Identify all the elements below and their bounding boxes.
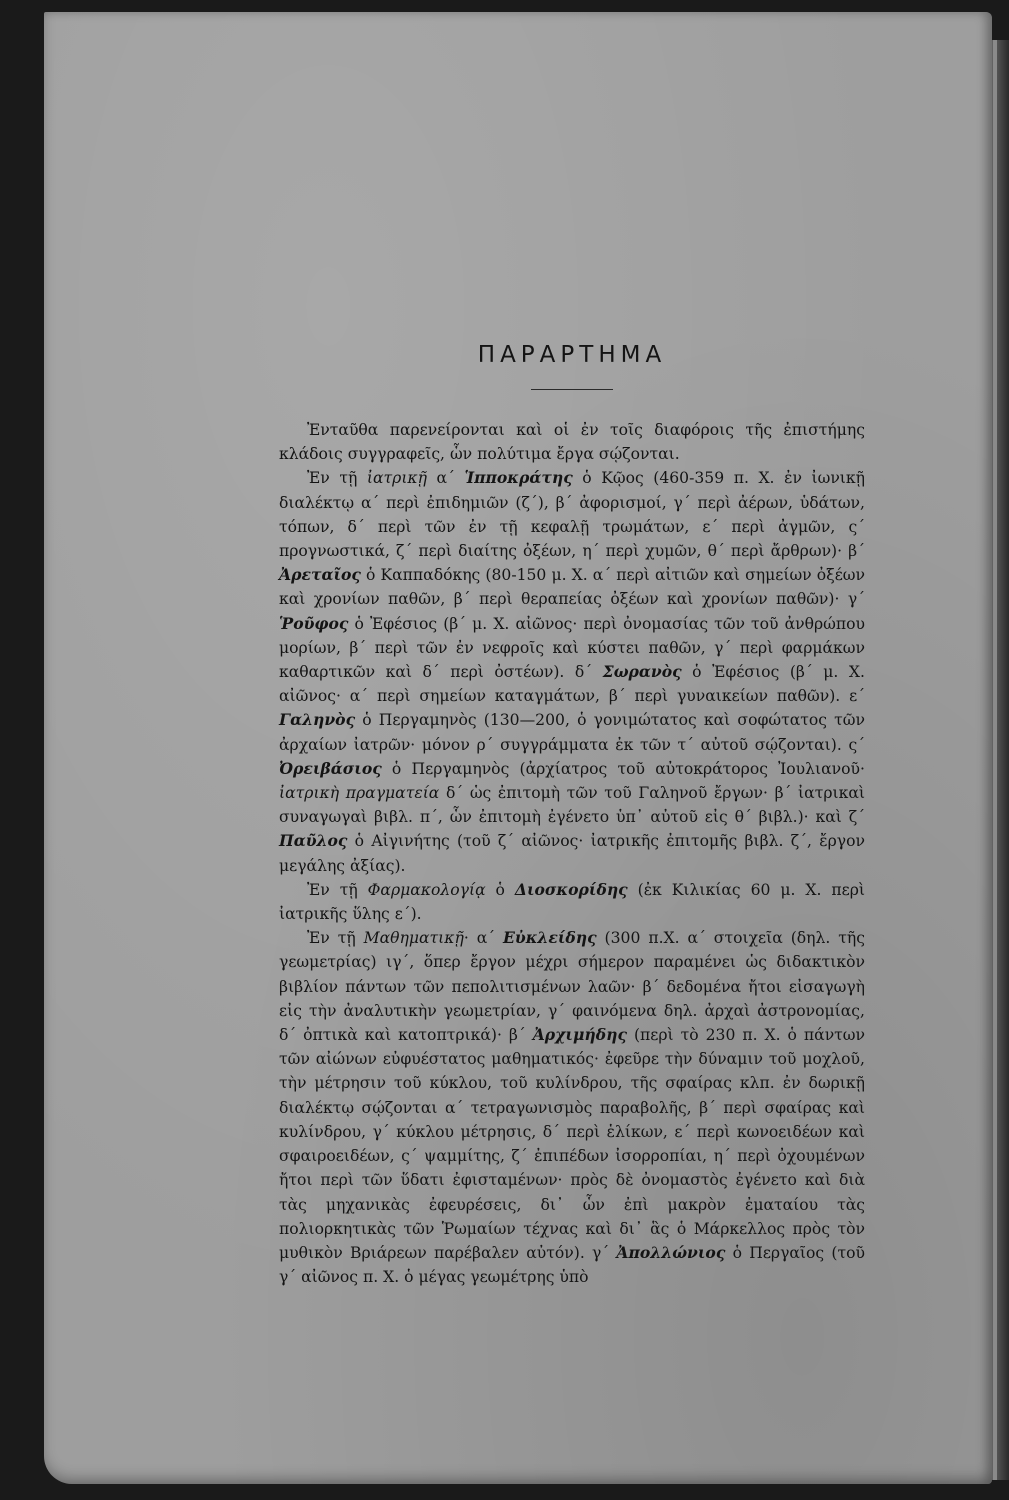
text-run: · α΄ bbox=[463, 929, 504, 948]
text-run: (300 π.Χ. α΄ στοιχεῖα (δηλ. τῆς γεωμετρίας) ιγ΄, ὅπερ ἔργον μέχρι σήμερον παραμένει ὡς διδακτικὸν βιβλίον πάντων τῶν πεπολιτισμένων λαῶν· β΄ δεδομένα ἤτοι εἰσαγωγὴ εἰς τὴν ἀναλυτικὴν γεωμετρίαν, γ΄ φαινόμενα δηλ. ἀρχαὶ ἀστρονομίας, δ΄ ὀπτικὰ καὶ κατοπτρικά)· β΄ bbox=[279, 929, 865, 1045]
page-title: ΠΑΡΑΡΤΗΜΑ bbox=[477, 342, 667, 368]
text-run: α΄ bbox=[427, 469, 465, 488]
author-name: Ῥοῦφος bbox=[279, 613, 349, 633]
text-run: Ἐνταῦθα παρενείρονται καὶ οἱ ἐν τοῖς διαφόροις τῆς ἐπιστήμης κλάδοις συγγραφεῖς, ὧν πολύτιμα ἔργα σῴζονται. bbox=[279, 421, 865, 464]
text-run: (περὶ τὸ 230 π. Χ. ὁ πάντων τῶν αἰώνων εὐφυέστατος μαθηματικός· ἐφεῦρε τὴν δύναμιν τοῦ μοχλοῦ, τὴν μέτρησιν τοῦ κύκλου, τοῦ κυλίνδρου, τῆς σφαίρας κλπ. ἐν δωρικῇ διαλέκτῳ σῴζονται α΄ τετραγωνισμὸς παραβολῆς, β΄ περὶ σφαίρας καὶ κυλίνδρου, γ΄ κύκλου μέτρησις, δ΄ περὶ ἑλίκων, ε΄ περὶ κωνοειδέων καὶ σφαιροειδέων, ς΄ ψαμμίτης, ζ΄ ἐπιπέδων ἰσορροπίαι, η΄ περὶ ὀχουμένων ἤτοι περὶ τῶν ὕδατι ἐφισταμένων· πρὸς δὲ ὀνομαστὸς ἐγένετο καὶ διὰ τὰς μηχανικὰς ἐφευρέσεις, δι᾿ ὧν ἐπὶ μακρὸν ἐματαίου τὰς πολιορκητικὰς τῶν Ῥωμαίων τέχνας καὶ δι᾿ ἃς ὁ Μάρκελλος πρὸς τὸν μυθικὸν Βριάρεων παρέβαλεν αὐτόν). γ΄ bbox=[279, 1026, 866, 1262]
paragraph-intro bbox=[279, 418, 865, 466]
author-name: Ἀρχιμήδης bbox=[532, 1025, 627, 1045]
author-name: Παῦλος bbox=[279, 831, 348, 851]
author-name: Γαληνὸς bbox=[279, 710, 356, 730]
text-run: ὁ Περγαμηνὸς (130—200, ὁ γονιμώτατος καὶ σοφώτατος τῶν ἀρχαίων ἰατρῶν· μόνον ρ΄ συγγράμματα ἐκ τῶν τ΄ αὐτοῦ σῴζονται). ς΄ bbox=[279, 711, 865, 754]
text-run: ὁ Ἐφέσιος (β΄ μ. Χ. αἰῶνος· περὶ ὀνομασίας τῶν τοῦ ἀνθρώπου μορίων, β΄ περὶ τῶν ἐν νεφροῖς καὶ κύστει παθῶν, γ΄ περὶ φαρμάκων καθαρτικῶν καὶ δ΄ περὶ ὀστέων). δ΄ bbox=[279, 614, 865, 682]
paragraph-medicine bbox=[279, 466, 865, 877]
text-run: ὁ Ἐφέσιος (β΄ μ. Χ. αἰῶνος· α΄ περὶ σημείων καταγμάτων, β΄ περὶ γυναικείων παθῶν). ε΄ bbox=[279, 663, 865, 706]
text-run: δ΄ ὡς ἐπιτομὴ τῶν τοῦ Γαληνοῦ ἔργων· β΄ ἰατρικαὶ συναγωγαὶ βιβλ. π΄, ὧν ἐπιτομὴ ἐγένετο ὑπ᾿ αὐτοῦ εἰς θ΄ βιβλ.)· καὶ ζ΄ bbox=[279, 784, 865, 827]
author-name: Ἀρεταῖος bbox=[279, 565, 361, 585]
text-run: ὁ Καππαδόκης (80-150 μ. Χ. α΄ περὶ αἰτιῶν καὶ σημείων ὀξέων καὶ χρονίων παθῶν, β΄ περὶ θεραπείας ὀξέων καὶ χρονίων παθῶν)· γ΄ bbox=[279, 566, 865, 609]
author-name: Ἱπποκράτης bbox=[464, 468, 573, 488]
author-name: Σωρανὸς bbox=[602, 662, 682, 682]
text-run: ὁ Αἰγινήτης (τοῦ ζ΄ αἰῶνος· ἰατρικῆς ἐπιτομῆς βιβλ. ζ΄, ἔργον μεγάλης ἀξίας). bbox=[279, 832, 865, 875]
text-run: ὁ Περγαμηνὸς (ἀρχίατρος τοῦ αὐτοκράτορος Ἰουλιανοῦ· bbox=[381, 759, 865, 778]
author-name: Ὀρειβάσιος bbox=[279, 758, 382, 778]
title-divider bbox=[531, 389, 613, 390]
paragraph-mathematics bbox=[279, 926, 865, 1289]
page-edge-highlight bbox=[993, 40, 997, 1480]
text-run: Ἐν τῇ bbox=[307, 880, 368, 899]
page-content bbox=[279, 340, 865, 1289]
author-name: Ἀπολλώνιος bbox=[616, 1242, 726, 1262]
text-run: Ἐν τῇ bbox=[307, 929, 364, 948]
text-run: Ἐν τῇ bbox=[307, 469, 367, 488]
text-run: ὁ Περγαῖος (τοῦ γ΄ αἰῶνος π. Χ. ὁ μέγας γεωμέτρης ὑπὸ bbox=[279, 1243, 865, 1287]
field-name: Φαρμακολογίᾳ bbox=[367, 880, 486, 899]
field-name: ἰατρικὴ πραγματεία bbox=[279, 784, 440, 803]
text-run: (ἐκ Κιλικίας 60 μ. Χ. περὶ ἰατρικῆς ὕλης ε΄). bbox=[279, 880, 865, 924]
text-run: ὁ Κῷος (460-359 π. Χ. ἐν ἰωνικῇ διαλέκτῳ α΄ περὶ ἐπιδημιῶν (ζ΄), β΄ ἀφορισμοί, γ΄ περὶ ἀέρων, ὑδάτων, τόπων, δ΄ περὶ τῶν ἐν τῇ κεφαλῇ τρωμάτων, ε΄ περὶ ἀγμῶν, ς΄ προγνωστικά, ζ΄ περὶ διαίτης ὀξέων, η΄ περὶ χυμῶν, θ΄ περὶ ἄρθρων)· β΄ bbox=[279, 469, 865, 561]
author-name: Εὐκλείδης bbox=[503, 928, 597, 948]
body-text bbox=[279, 418, 865, 1289]
author-name: Διοσκορίδης bbox=[514, 879, 628, 899]
text-run: ὁ bbox=[485, 880, 515, 899]
paragraph-pharmacology bbox=[279, 878, 865, 926]
field-name: Μαθηματικῇ bbox=[363, 929, 464, 948]
field-name: ἰατρικῇ bbox=[366, 469, 427, 488]
